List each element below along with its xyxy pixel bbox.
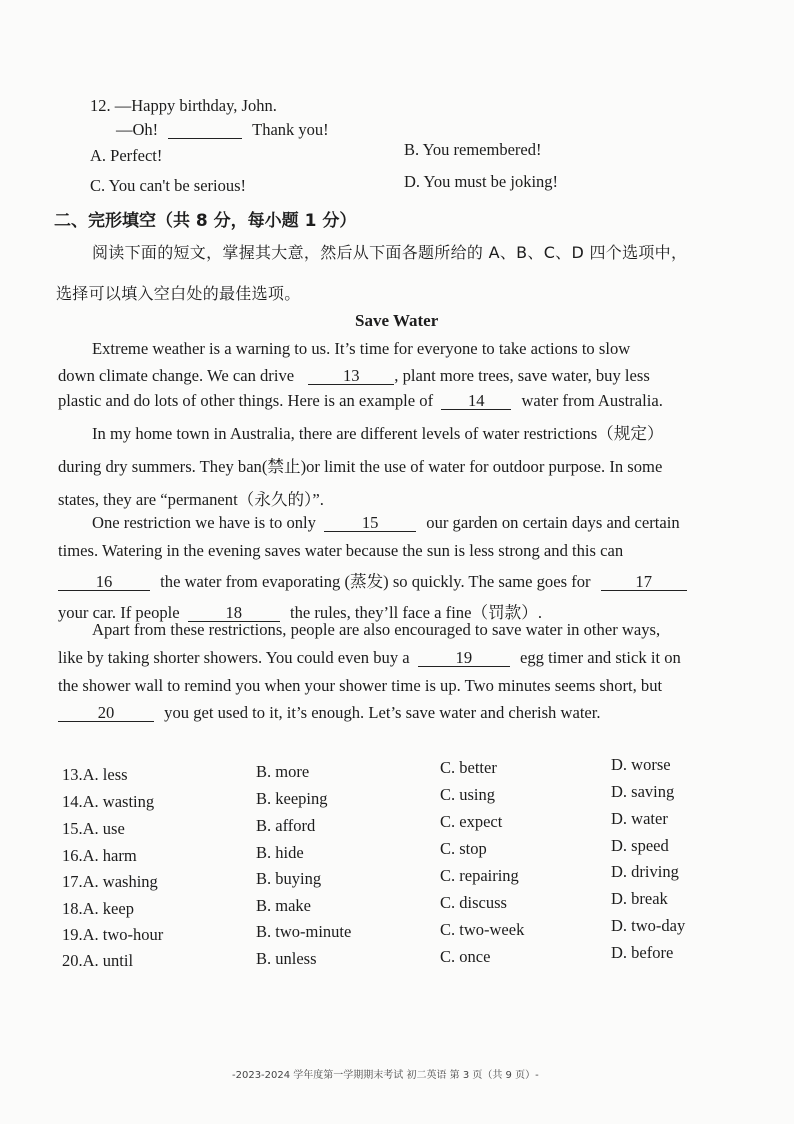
option-16-d: D. speed [611, 836, 669, 855]
q12-option-a: A. Perfect! [90, 146, 163, 165]
passage-p2-line2: during dry summers. They ban(禁止)or limit the use of water for outdoor purpose. In some [58, 457, 663, 476]
option-17-a: 17.A. washing [62, 872, 158, 891]
text-segment: plastic and do lots of other things. Here is an example of [58, 391, 434, 410]
q12-option-c: C. You can't be serious! [90, 176, 247, 195]
blank-19: 19 [418, 649, 510, 667]
option-20-d: D. before [611, 943, 674, 962]
passage-p2-line3: states, they are “permanent（永久的）”. [58, 490, 324, 509]
option-18-c: C. discuss [440, 893, 507, 912]
option-16-a: 16.A. harm [62, 846, 137, 865]
passage-p1-line1: Extreme weather is a warning to us. It’s time for everyone to take actions to slow [92, 339, 631, 358]
blank-18: 18 [188, 604, 280, 622]
passage-p1-line3 [58, 391, 663, 411]
option-17-c: C. repairing [440, 866, 519, 885]
text-segment: One restriction we have is to only [92, 513, 316, 532]
section-title: 二、完形填空（共 8 分，每小题 1 分） [54, 211, 357, 231]
blank-14: 14 [441, 392, 511, 410]
q12-option-b: B. You remembered! [404, 140, 542, 159]
passage-p4-line2 [58, 648, 681, 668]
text-segment: the water from evaporating (蒸发) so quickly. The same goes for [160, 572, 591, 591]
option-15-a: 15.A. use [62, 819, 125, 838]
text-segment: the rules, they’ll face a fine（罚款）. [289, 603, 542, 622]
option-13-d: D. worse [611, 755, 671, 774]
text-segment: down climate change. We can drive [58, 366, 295, 385]
option-18-d: D. break [611, 889, 668, 908]
section-instruction-line1: 阅读下面的短文，掌握其大意，然后从下面各题所给的 A、B、C、D 四个选项中， [92, 243, 688, 262]
text-segment: our garden on certain days and certain [426, 513, 680, 532]
option-13-a: 13.A. less [62, 765, 128, 784]
option-14-a: 14.A. wasting [62, 792, 155, 811]
option-20-c: C. once [440, 947, 491, 966]
option-15-c: C. expect [440, 812, 503, 831]
passage-title: Save Water [355, 311, 439, 330]
text-segment: , plant more trees, save water, buy less [394, 366, 650, 385]
option-13-b: B. more [256, 762, 310, 781]
blank-20: 20 [58, 704, 154, 722]
option-14-b: B. keeping [256, 789, 328, 808]
passage-p3-line3 [58, 568, 687, 592]
passage-p1-line2 [58, 366, 650, 386]
passage-p3-line2: times. Watering in the evening saves water because the sun is less strong and this can [58, 541, 624, 560]
blank-15: 15 [324, 514, 416, 532]
option-15-d: D. water [611, 809, 668, 828]
text-segment: you get used to it, it’s enough. Let’s save water and cherish water. [164, 703, 601, 722]
option-20-b: B. unless [256, 949, 317, 968]
q12-stem-line2 [116, 120, 329, 140]
text-segment: your car. If people [58, 603, 180, 622]
q12-blank [168, 121, 242, 139]
option-18-b: B. make [256, 896, 311, 915]
option-20-a: 20.A. until [62, 951, 134, 970]
page-footer: -2023-2024 学年度第一学期期末考试 初二英语 第 3 页（共 9 页）- [232, 1070, 539, 1081]
option-16-c: C. stop [440, 839, 487, 858]
q12-stem-line2-b: Thank you! [252, 120, 329, 139]
option-14-c: C. using [440, 785, 496, 804]
option-19-d: D. two-day [611, 916, 686, 935]
option-16-b: B. hide [256, 843, 304, 862]
option-14-d: D. saving [611, 782, 675, 801]
section-instruction-line2: 选择可以填入空白处的最佳选项。 [56, 284, 301, 303]
blank-16: 16 [58, 573, 150, 591]
text-segment: like by taking shorter showers. You could even buy a [58, 648, 410, 667]
passage-p3-line1 [92, 513, 680, 533]
blank-13: 13 [308, 367, 394, 385]
option-19-b: B. two-minute [256, 922, 352, 941]
option-19-c: C. two-week [440, 920, 525, 939]
option-17-d: D. driving [611, 862, 679, 881]
option-13-c: C. better [440, 758, 497, 777]
passage-p4-line4 [58, 703, 601, 723]
passage-p2-line1: In my home town in Australia, there are different levels of water restrictions（规定） [92, 424, 664, 443]
passage-p4-line3: the shower wall to remind you when your shower time is up. Two minutes seems short, but [58, 676, 663, 695]
option-18-a: 18.A. keep [62, 899, 134, 918]
q12-option-d: D. You must be joking! [404, 172, 559, 191]
blank-17: 17 [601, 573, 687, 591]
option-15-b: B. afford [256, 816, 316, 835]
option-19-a: 19.A. two-hour [62, 925, 164, 944]
text-segment: water from Australia. [521, 391, 663, 410]
option-17-b: B. buying [256, 869, 322, 888]
text-segment: egg timer and stick it on [519, 648, 681, 667]
passage-p4-line1: Apart from these restrictions, people are also encouraged to save water in other ways, [92, 620, 661, 639]
q12-stem-line1: 12. —Happy birthday, John. [90, 96, 277, 115]
q12-stem-line2-a: —Oh! [116, 120, 159, 139]
